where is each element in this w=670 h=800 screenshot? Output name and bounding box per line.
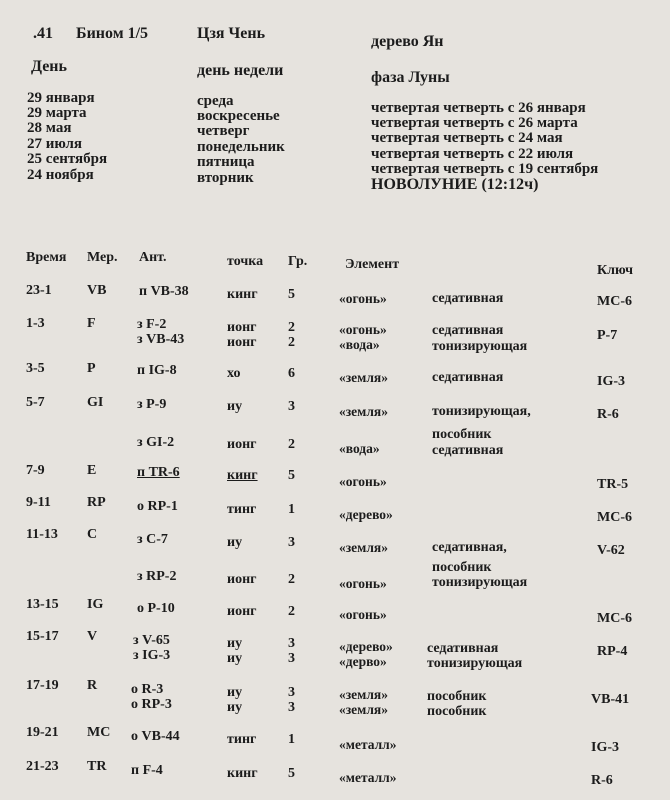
cell-point: иу (227, 685, 243, 700)
cell-group: 2 (288, 572, 295, 587)
cell-antagonist: о Р-10 (137, 601, 175, 616)
cell-time: 7-9 (26, 463, 45, 478)
cell-element: «огонь» (339, 576, 387, 591)
cell-group: 3 (288, 651, 295, 666)
cell-key: R-6 (591, 773, 613, 788)
cell-element: «огонь» (339, 474, 387, 489)
cell-antagonist: о VB-44 (131, 729, 180, 744)
cell-element: «дерево» (339, 507, 393, 522)
cell-point: кинг (227, 766, 258, 781)
cell-meridian: R (87, 678, 98, 693)
cell-type: пособник (432, 560, 492, 575)
page-number: .41 (33, 25, 53, 42)
cell-element: «огонь» (339, 322, 387, 337)
cell-group: 3 (288, 636, 295, 651)
date-day: 25 сентября (27, 151, 108, 167)
cell-time: 21-23 (26, 759, 59, 774)
cell-type: седативная, (432, 540, 507, 555)
header-point: точка (227, 254, 264, 269)
header-key: Ключ (597, 263, 634, 278)
cell-antagonist: п IG-8 (137, 363, 177, 378)
cell-antagonist: з GI-2 (137, 435, 175, 450)
cell-type: седативная (432, 443, 504, 458)
cell-time: 23-1 (26, 283, 52, 298)
cell-time: 1-3 (26, 316, 45, 331)
cell-point: иу (227, 700, 243, 715)
cell-element: «дерво» (339, 654, 387, 669)
cell-time: 15-17 (26, 629, 59, 644)
cell-group: 3 (288, 685, 295, 700)
cell-point: ионг (227, 320, 257, 335)
date-moon: четвертая четверть с 22 июля (371, 146, 574, 162)
cell-type: тонизирующая (432, 339, 528, 354)
cell-element: «вода» (339, 337, 380, 352)
cell-point: ионг (227, 604, 257, 619)
cell-element: «земля» (339, 702, 388, 717)
cell-type: тонизирующая (427, 656, 523, 671)
cell-point: тинг (227, 502, 257, 517)
cell-key: RP-4 (597, 644, 628, 659)
cell-group: 1 (288, 502, 295, 517)
cell-meridian: MC (87, 725, 111, 740)
cell-type: пособник (427, 689, 487, 704)
element-yang-label: дерево Ян (371, 33, 444, 50)
cell-antagonist: о RP-1 (137, 499, 178, 514)
cell-point: ионг (227, 572, 257, 587)
cell-type: седативная (427, 641, 499, 656)
cell-type: пособник (432, 427, 492, 442)
cell-group: 2 (288, 604, 295, 619)
date-weekday: воскресенье (197, 108, 280, 124)
cell-type: седативная (432, 370, 504, 385)
date-moon: четвертая четверть с 26 марта (371, 115, 578, 131)
date-moon: четвертая четверть с 26 января (371, 100, 586, 116)
cell-key: МС-6 (597, 611, 632, 626)
cell-point: иу (227, 636, 243, 651)
cell-type: тонизирующая, (432, 404, 531, 419)
cell-time: 11-13 (26, 527, 58, 542)
cell-element: «металл» (339, 737, 397, 752)
cell-antagonist: з V-65 (133, 633, 170, 648)
date-weekday: среда (197, 93, 234, 109)
cell-element: «огонь» (339, 291, 387, 306)
cell-meridian: C (87, 527, 98, 542)
column-header-weekday: день недели (197, 62, 284, 79)
cell-type: седативная (432, 291, 504, 306)
cell-point: кинг (227, 287, 258, 302)
date-day: 29 января (27, 90, 95, 106)
cell-time: 19-21 (26, 725, 59, 740)
cell-point: ионг (227, 437, 257, 452)
cell-group: 3 (288, 535, 295, 550)
cell-antagonist: о R-3 (131, 682, 164, 697)
date-day: 27 июля (27, 136, 83, 152)
cell-point: тинг (227, 732, 257, 747)
cell-key: МС-6 (597, 294, 632, 309)
cell-element: «земля» (339, 370, 388, 385)
header-element: Элемент (345, 257, 400, 272)
cell-meridian: P (87, 361, 96, 376)
cell-antagonist: з VB-43 (137, 332, 185, 347)
cell-antagonist: з С-7 (137, 532, 168, 547)
cell-point: иу (227, 651, 243, 666)
cell-antagonist: з IG-3 (133, 648, 171, 663)
cell-time: 5-7 (26, 395, 45, 410)
cell-point: иу (227, 399, 243, 414)
cell-group: 5 (288, 766, 295, 781)
cell-antagonist: п F-4 (131, 763, 163, 778)
column-header-day: День (31, 58, 67, 75)
header-meridian: Мер. (87, 250, 118, 265)
cell-antagonist: п TR-6 (137, 465, 180, 480)
cell-antagonist: з F-2 (137, 317, 167, 332)
cell-element: «огонь» (339, 607, 387, 622)
cell-time: 9-11 (26, 495, 51, 510)
cell-group: 1 (288, 732, 295, 747)
cell-key: Р-7 (597, 328, 618, 343)
date-moon: НОВОЛУНИЕ (12:12ч) (371, 176, 539, 193)
cell-meridian: VB (87, 283, 107, 298)
cell-group: 5 (288, 287, 295, 302)
cell-point: кинг (227, 468, 258, 483)
header-antagonist: Ант. (139, 250, 167, 265)
cell-element: «земля» (339, 404, 388, 419)
cell-meridian: IG (87, 597, 104, 612)
cell-group: 5 (288, 468, 295, 483)
cell-antagonist: п VB-38 (139, 284, 189, 299)
cell-point: хо (227, 366, 241, 381)
date-moon: четвертая четверть с 19 сентября (371, 161, 599, 177)
cell-time: 13-15 (26, 597, 59, 612)
cell-meridian: F (87, 316, 96, 331)
cell-type: тонизирующая (432, 575, 528, 590)
cell-group: 3 (288, 700, 295, 715)
cell-meridian: V (87, 629, 98, 644)
cell-group: 2 (288, 437, 295, 452)
cell-key: TR-5 (597, 477, 629, 492)
cell-key: VB-41 (591, 692, 630, 707)
header-time: Время (26, 250, 67, 265)
date-day: 24 ноября (27, 167, 94, 183)
cell-meridian: E (87, 463, 97, 478)
cell-type: седативная (432, 323, 504, 338)
cell-point: иу (227, 535, 243, 550)
date-day: 29 марта (27, 105, 87, 121)
cell-point: ионг (227, 335, 257, 350)
cell-meridian: TR (87, 759, 107, 774)
cell-type: пособник (427, 704, 487, 719)
cell-time: 3-5 (26, 361, 45, 376)
cell-element: «дерево» (339, 639, 393, 654)
cell-group: 2 (288, 335, 295, 350)
cell-group: 3 (288, 399, 295, 414)
cell-antagonist: з Р-9 (137, 397, 167, 412)
cell-meridian: GI (87, 395, 104, 410)
cell-antagonist: о RP-3 (131, 697, 172, 712)
cell-key: R-6 (597, 407, 619, 422)
cell-element: «земля» (339, 540, 388, 555)
cell-time: 17-19 (26, 678, 59, 693)
cell-element: «вода» (339, 441, 380, 456)
column-header-moon: фаза Луны (371, 69, 450, 86)
binom-label: Бином 1/5 (76, 25, 149, 42)
header-group: Гр. (288, 254, 308, 269)
tsya-chen-label: Цзя Чень (197, 25, 266, 42)
date-moon: четвертая четверть с 24 мая (371, 130, 563, 146)
cell-antagonist: з RP-2 (137, 569, 177, 584)
cell-group: 6 (288, 366, 295, 381)
date-weekday: вторник (197, 170, 254, 186)
cell-element: «металл» (339, 770, 397, 785)
date-day: 28 мая (27, 120, 72, 136)
cell-key: V-62 (597, 543, 625, 558)
cell-key: IG-3 (597, 374, 625, 389)
cell-element: «земля» (339, 687, 388, 702)
date-weekday: четверг (197, 123, 250, 139)
cell-key: IG-3 (591, 740, 619, 755)
cell-group: 2 (288, 320, 295, 335)
cell-meridian: RP (87, 495, 106, 510)
date-weekday: пятница (197, 154, 255, 170)
cell-key: МС-6 (597, 510, 632, 525)
date-weekday: понедельник (197, 139, 285, 155)
